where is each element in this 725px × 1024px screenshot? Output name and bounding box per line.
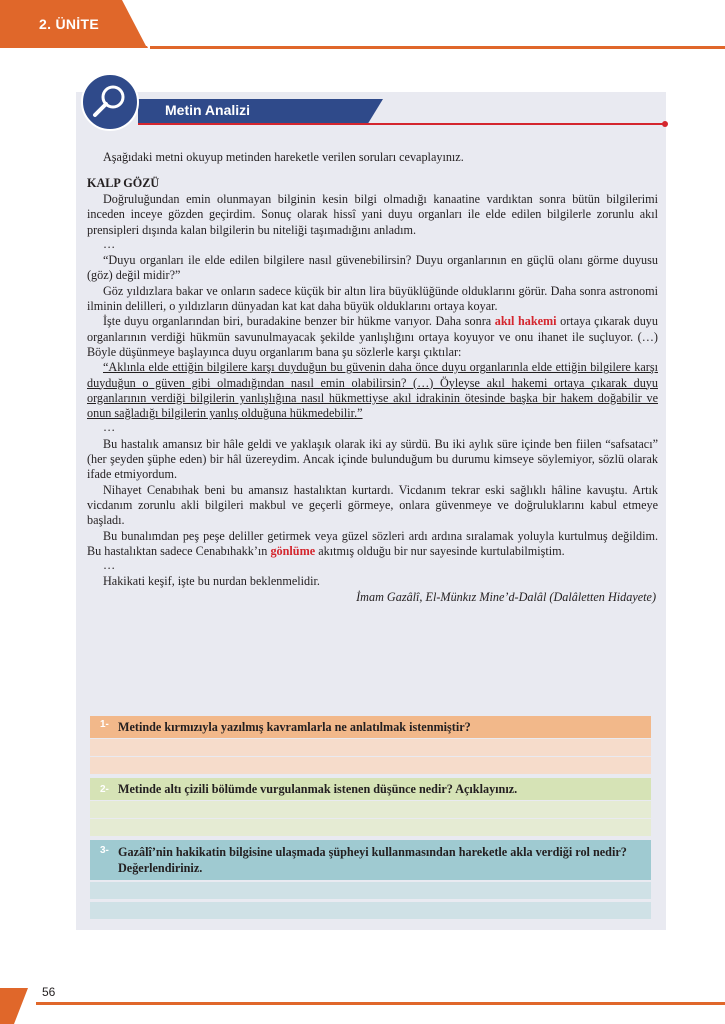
question-1-number: 1- — [100, 719, 109, 730]
paragraph-1: Doğruluğundan emin olunmayan bilginin kesin bilgi olmadığı kanaatine vardıktan sonra bütün bilgilerimi inceden inceye gözden geçirdim. Sonuç olarak hissî yani duyu organları ile elde edilen bilgilerle zorunlu akıl prensipleri dışında kalan bilgilerin bu niteliği taşımadığını anladım. — [87, 192, 658, 237]
paragraph-9: Hakikati keşif, işte bu nurdan beklenmelidir. — [103, 574, 320, 589]
section-title: Metin Analizi — [165, 102, 251, 118]
article-title: KALP GÖZÜ — [87, 176, 160, 190]
instructions: Aşağıdaki metni okuyup metinden hareketle verilen soruları cevaplayınız. — [103, 150, 464, 164]
paragraph-4 — [87, 314, 658, 360]
answer-row[interactable] — [90, 902, 651, 919]
answer-row[interactable] — [90, 819, 651, 836]
paragraph-3: Göz yıldızlara bakar ve onların sadece küçük bir altın lira büyüklüğünde olduklarını görür. Daha sonra astronomi ilminin delilleri, o yıldızların dünyadan kat kat daha büyük olduklarını ortaya koyar. — [87, 283, 658, 314]
footer-corner — [0, 988, 36, 1024]
footer-line — [36, 1002, 725, 1005]
ellipsis-2: … — [103, 420, 116, 435]
question-2-text: Metinde altı çizili bölümde vurgulanmak istenen düşünce nedir? Açıklayınız. — [118, 782, 518, 796]
highlight-gonlume: gönlüme — [270, 543, 316, 558]
magnifier-icon — [80, 72, 140, 132]
paragraph-8-start: Bu bunalımdan peş peşe deliller getirmek veya güzel sözleri ardı ardına sıralamak yoluyla kurtulmuş değildim. Bu hastalıktan sadece Cenabıhakk’ın — [87, 528, 658, 558]
paragraph-6: Bu hastalık amansız bir hâle geldi ve yaklaşık olarak iki ay sürdü. Bu iki aylık süre içinde ben fiilen “safsatacı” (her şeyden şüphe eden) bir hâl üzereydim. Ancak içinde bulunduğum bu durumu kimseye söylemiyor, sözlü olarak ifade etmiyordum. — [87, 436, 658, 482]
highlight-akil-hakemi: akıl hakemi — [494, 314, 557, 329]
section-title-underline — [138, 123, 666, 125]
paragraph-2: “Duyu organları ile elde edilen bilgilere nasıl güvenebilirsin? Duyu organlarının en güçlü olanı görme duyusu (göz) değil midir?” — [87, 253, 658, 283]
question-3-text: Gazâlî’nin hakikatin bilgisine ulaşmada şüpheyi kullanmasından hareketle akla verdiği rol nedir? Değerlendiriniz. — [118, 845, 627, 875]
question-2-number: 2- — [100, 784, 109, 795]
paragraph-8 — [87, 529, 658, 560]
page-number: 56 — [42, 985, 56, 999]
answer-row[interactable] — [90, 882, 651, 899]
ellipsis-3: … — [103, 558, 116, 573]
ellipsis-1: … — [103, 236, 116, 251]
unit-label: 2. ÜNİTE — [39, 16, 99, 32]
paragraph-4-start: İşte duyu organlarından biri, buradakine benzer bir hükme varıyor. Daha sonra — [103, 314, 495, 329]
section-title-dot — [662, 121, 668, 127]
header-line — [150, 46, 725, 49]
answer-row[interactable] — [90, 801, 651, 818]
paragraph-4-end: ortaya çıkarak duyu organlarının verdiği hükmün savunulmayacak şekilde yanlışlığını ortaya koyuyor ve onu ihanet ile suçluyor. (…) Böyle düşünmeye başlayınca duyu organlarım bana şu sözlerle karşı çıktılar: — [87, 314, 658, 359]
source-citation: İmam Gazâlî, El-Münkız Mine’d-Dalâl (Dalâletten Hidayete) — [356, 589, 656, 604]
question-3-number: 3- — [100, 845, 109, 856]
article-body — [87, 192, 658, 605]
underlined-passage: “Aklınla elde ettiğin bilgilere karşı duyduğun bu güvenin daha önce duyu organlarınla elde ettiğin bilgilere karşı duyduğun o güven gibi olmadığından nasıl emin olabilirsin? (…) Öyleyse akıl hakemi ortaya çıkarak duyu organlarının verdiği bilgilerin yanlışlığına nasıl hükmettiyse akıl idrakinin ötesinde başka bir hakem doğabilir ve onun sağladığı bilgilerin yanlış olduğuna hükmedebilir.” — [87, 360, 658, 421]
paragraph-8-end: akıtmış olduğu bir nur sayesinde kurtulabilmiştim. — [315, 543, 565, 558]
answer-row[interactable] — [90, 739, 651, 756]
answer-row[interactable] — [90, 757, 651, 774]
paragraph-7: Nihayet Cenabıhak beni bu amansız hastalıktan kurtardı. Vicdanım tekrar eski sağlıklı hâline kavuştu. Artık vicdanım zorunlu akli bilgileri makbul ve geçerli görmeye, onlara güvenmeye ve doğruluklarını kabul etmeye başladı. — [87, 482, 658, 528]
question-1-text: Metinde kırmızıyla yazılmış kavramlarla ne anlatılmak istenmiştir? — [118, 720, 471, 734]
